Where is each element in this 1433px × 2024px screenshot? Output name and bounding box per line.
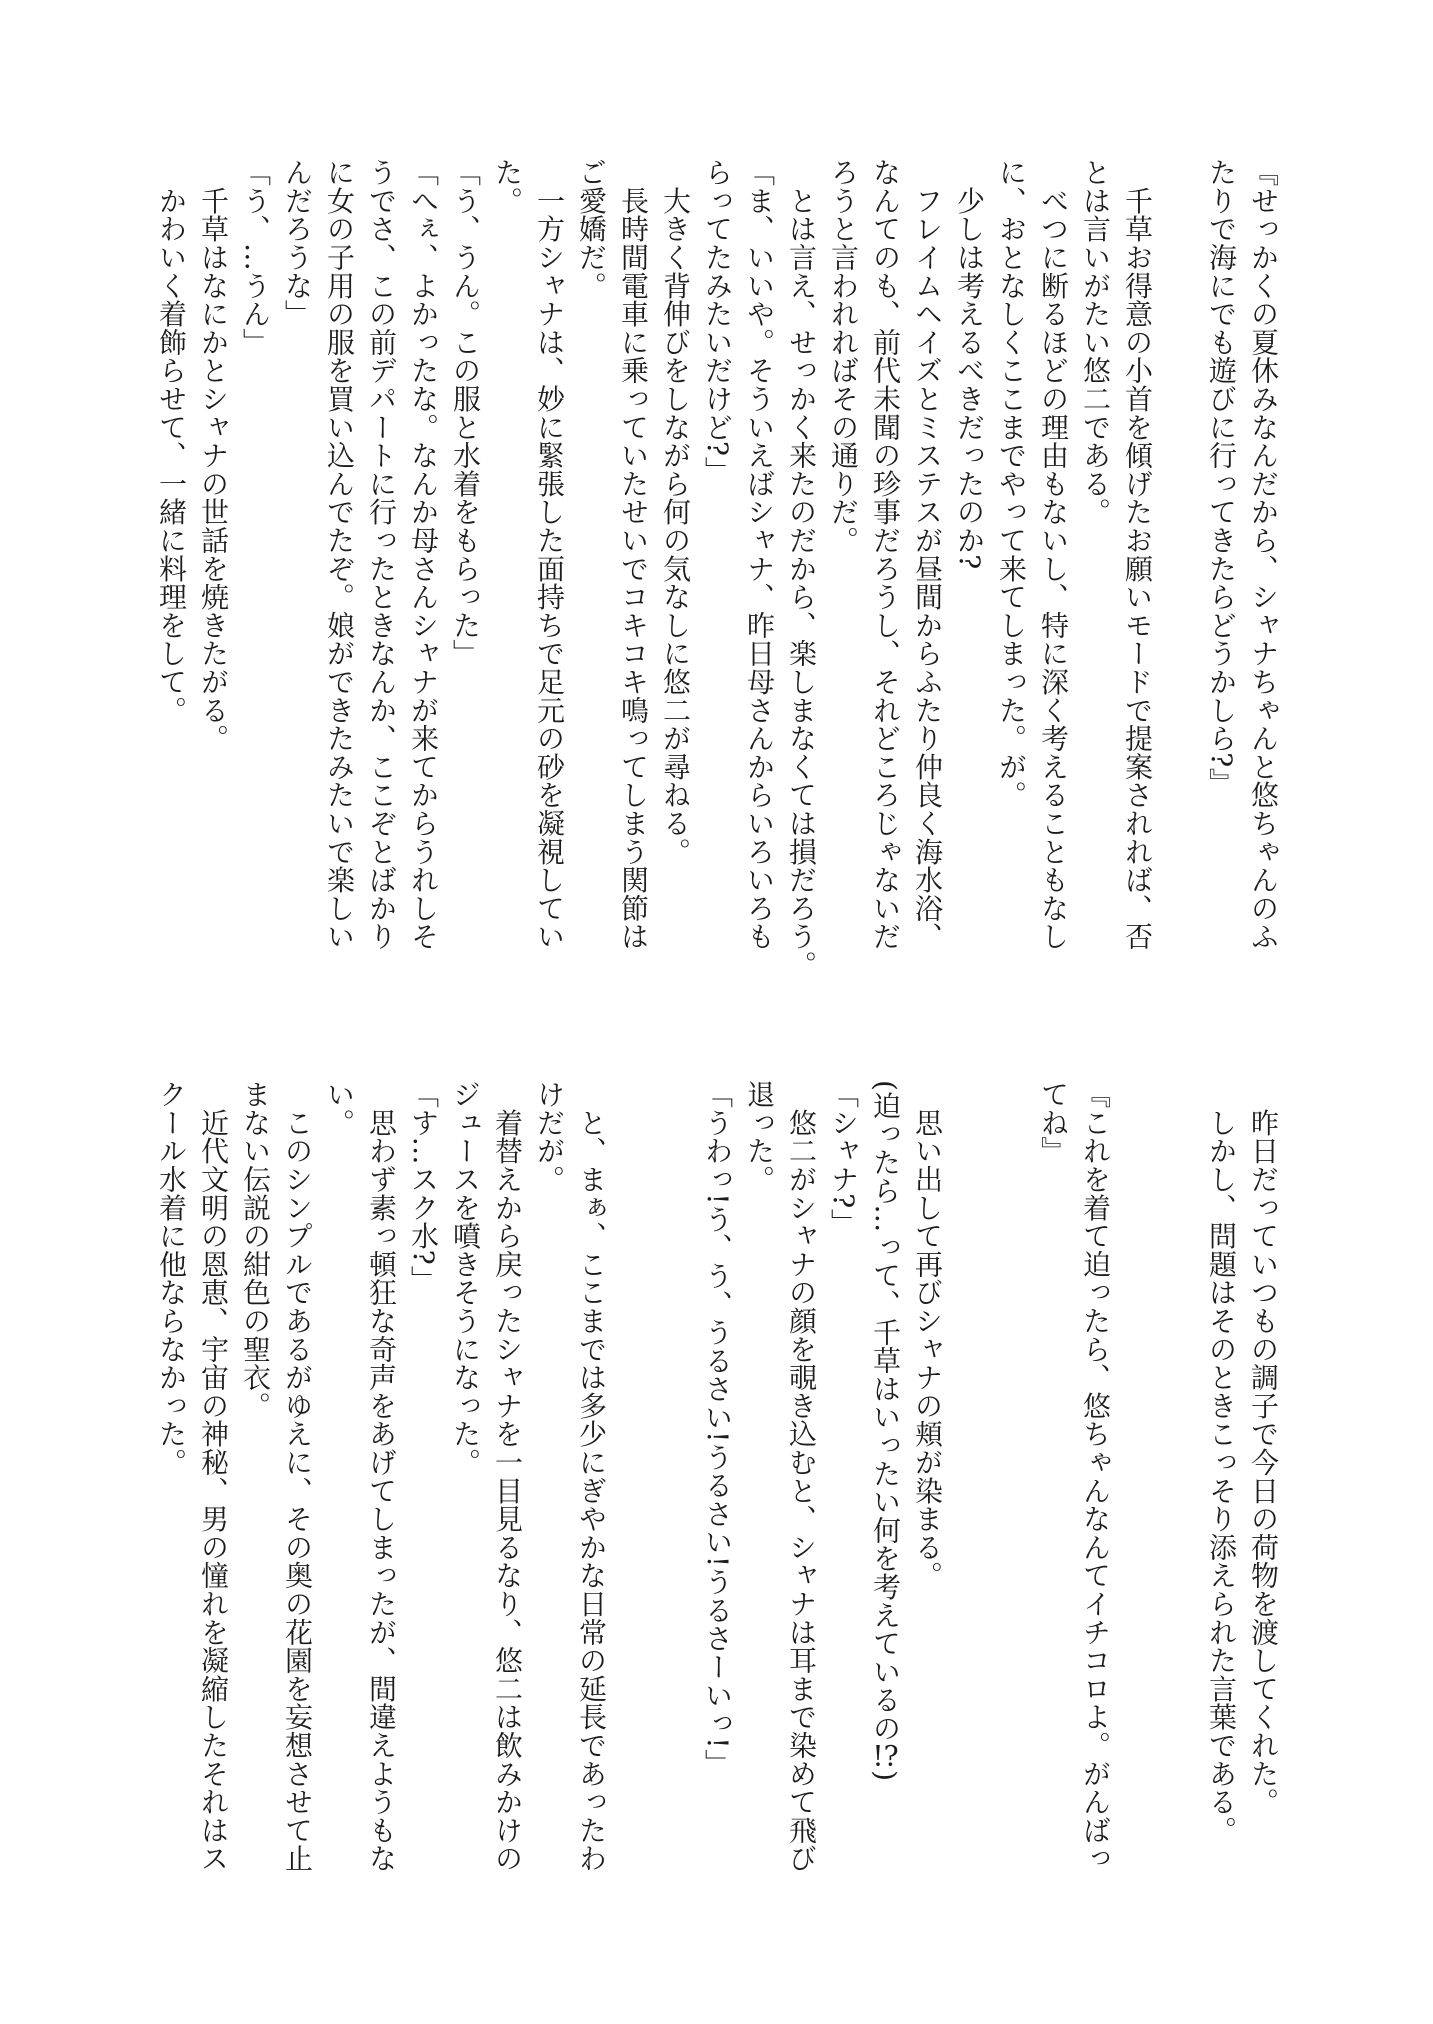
text-line: しかし、問題はそのときこっそり添えられた言葉である。 [1205,1080,1238,1845]
text-line: 「ま、いいや。そういえばシャナ、昨日母さんからいろいろも [743,158,776,951]
text-band-bottom [148,1080,1284,1902]
text-line: うでさ、この前デパートに行ったときなんか、ここぞとばかり [365,158,398,951]
blank-line [1158,158,1200,980]
text-line: 「す…スク水?」 [407,1080,440,1294]
text-line: (迫ったら…って、千草はいったい何を考えているの!?) [869,1080,902,1782]
text-line: とは言いがたい悠二である。 [1079,158,1112,526]
text-line: 「う、うん。この服と水着をもらった」 [449,158,482,668]
text-line: たりで海にでも遊びに行ってきたらどうかしら?』 [1205,158,1238,796]
text-line: かわいく着飾らせて、一緒に料理をして。 [155,158,188,724]
text-line: フレイムヘイズとミステスが昼間からふたり仲良く海水浴、 [911,158,944,951]
text-line: らってたみたいだけど?」 [701,158,734,485]
text-line: 近代文明の恩恵、宇宙の神秘、男の憧れを凝縮したそれはス [197,1080,230,1873]
text-band-top [148,158,1284,980]
blank-line [990,1080,1032,1902]
text-line: んだろうな」 [281,158,314,328]
text-line: 千草はなにかとシャナの世話を焼きたがる。 [197,158,230,753]
text-line: ジュースを噴きそうになった。 [449,1080,482,1477]
text-line: 少しは考えるべきだったのか? [953,158,986,570]
text-line: 昨日だっていつもの調子で今日の荷物を渡してくれた。 [1247,1080,1280,1816]
text-line: た。 [491,158,524,215]
blank-line [948,1080,990,1902]
text-line: 「うわっ!う、う、うるさい!うるさい!うるさーいっ!」 [701,1080,734,1778]
blank-line [1158,1080,1200,1902]
text-line: とは言え、せっかく来たのだから、楽しまなくては損だろう。 [785,158,818,979]
text-line: 『せっかくの夏休みなんだから、シャナちゃんと悠ちゃんのふ [1247,158,1280,951]
text-line: に、おとなしくここまでやって来てしまった。が。 [995,158,1028,809]
text-line: ろうと言われればその通りだ。 [827,158,860,555]
text-line: 思い出して再びシャナの頬が染まる。 [911,1080,944,1590]
text-line: 大きく背伸びをしながら何の気なしに悠二が尋ねる。 [659,158,692,866]
text-line: 退った。 [743,1080,776,1194]
text-line: 「シャナ?」 [827,1080,860,1237]
text-line: なんてのも、前代未聞の珍事だろうし、それどころじゃないだ [869,158,902,951]
tate-chu-yoko: !? [872,1742,899,1771]
text-line: ご愛嬌だ。 [575,158,608,300]
text-line: 長時間電車に乗っていたせいでコキコキ鳴ってしまう関節は [617,158,650,951]
text-line: 『これを着て迫ったら、悠ちゃんなんてイチコロよ。がんばっ [1079,1080,1112,1873]
text-line: と、まぁ、ここまでは多少にぎやかな日常の延長であったわ [575,1080,608,1873]
text-line: 千草お得意の小首を傾げたお願いモードで提案されれば、否 [1121,158,1154,951]
text-line: 悠二がシャナの顔を覗き込むと、シャナは耳まで染めて飛び [785,1080,818,1873]
text-line: 思わず素っ頓狂な奇声をあげてしまったが、間違えようもな [365,1080,398,1873]
text-line: クール水着に他ならなかった。 [155,1080,188,1477]
text-line: い。 [323,1080,356,1137]
text-line: けだが。 [533,1080,566,1194]
text-line: まない伝説の紺色の聖衣。 [239,1080,272,1420]
text-line: 「へぇ、よかったな。なんか母さんシャナが来てからうれしそ [407,158,440,951]
blank-line [654,1080,696,1902]
text-line: 着替えから戻ったシャナを一目見るなり、悠二は飲みかけの [491,1080,524,1873]
text-line: てね』 [1037,1080,1070,1165]
text-line: べつに断るほどの理由もないし、特に深く考えることもなし [1037,158,1070,951]
blank-line [612,1080,654,1902]
text-line: このシンプルであるがゆえに、その奥の花園を妄想させて止 [281,1080,314,1873]
text-line: 一方シャナは、妙に緊張した面持ちで足元の砂を凝視してい [533,158,566,951]
text-line: 「う、…うん」 [239,158,272,357]
blank-line [1116,1080,1158,1902]
text-line: に女の子用の服を買い込んでたぞ。娘ができたみたいで楽しい [323,158,356,951]
